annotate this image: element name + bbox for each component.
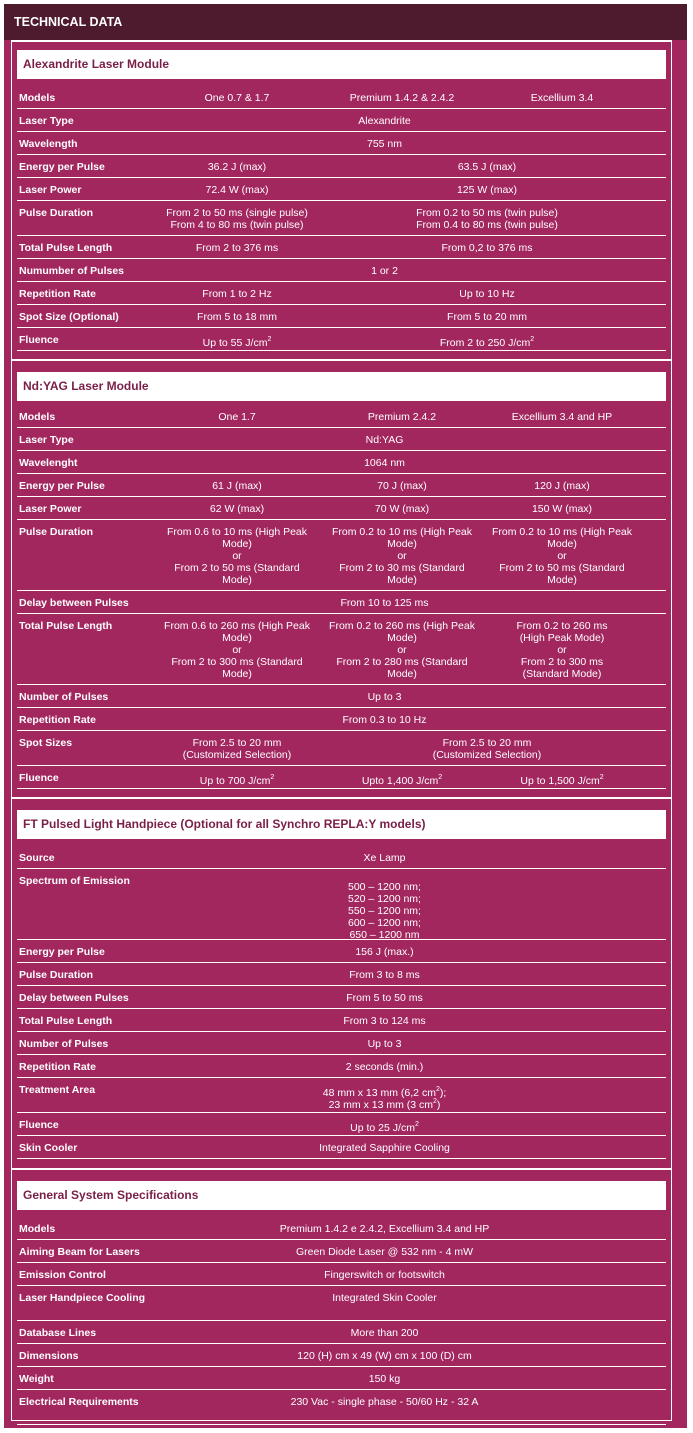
spec-value: From 10 to 125 ms [340, 597, 429, 609]
spec-row [17, 86, 666, 109]
spec-value: Upto 1,400 $J/cm^2$ [361, 773, 443, 787]
spec-label: Laser Type [19, 434, 74, 446]
spec-value: From 0.2 to 260 ms (High Peak Mode) or From 2 to 300 ms (Standard Mode) [516, 620, 608, 680]
spec-row [17, 1390, 666, 1425]
spec-row [17, 428, 666, 451]
spec-row [17, 1078, 666, 1113]
spec-label: Energy per Pulse [19, 946, 105, 958]
spec-label: Fluence [19, 1119, 59, 1131]
spec-label: Aiming Beam for Lasers [19, 1246, 140, 1258]
spec-value: 120 (H) cm x 49 (W) cm x 100 (D) cm [297, 1350, 472, 1362]
spec-label: Total Pulse Length [19, 620, 113, 632]
spec-label: Database Lines [19, 1327, 97, 1339]
spec-row [17, 178, 666, 201]
spec-row [17, 236, 666, 259]
spec-row [17, 708, 666, 731]
spec-row [17, 405, 666, 428]
spec-value: One 0.7 & 1.7 [204, 92, 270, 104]
spec-label: Numumber of Pulses [19, 265, 125, 277]
spec-label: Models [19, 1223, 56, 1235]
spec-label: Spot Sizes [19, 737, 73, 749]
spec-row [17, 259, 666, 282]
spec-label: Energy per Pulse [19, 480, 105, 492]
spec-row [17, 766, 666, 789]
spec-label: Spectrum of Emission [19, 875, 130, 887]
page-title: TECHNICAL DATA [4, 4, 687, 40]
spec-value: From 0.6 to 10 ms (High Peak Mode) or From 2 to 50 ms (Standard Mode) [166, 526, 308, 586]
spec-value: 500 – 1200 nm; 520 – 1200 nm; 550 – 1200 nm; 600 – 1200 nm; 650 – 1200 nm [348, 881, 421, 941]
spec-value: From 0,2 to 376 ms [441, 242, 533, 254]
spec-value: Excellium 3.4 [530, 92, 594, 104]
spec-value: 150 kg [368, 1373, 401, 1385]
spec-label: Repetition Rate [19, 714, 97, 726]
spec-value: From 5 to 50 ms [346, 992, 423, 1004]
spec-value: 62 W (max) [209, 503, 265, 515]
section-title: Nd:YAG Laser Module [17, 372, 666, 401]
spec-label: Fluence [19, 772, 59, 784]
spec-label: Number of Pulses [19, 691, 109, 703]
spec-value: From 0.3 to 10 Hz [342, 714, 427, 726]
spec-label: Laser Type [19, 115, 74, 127]
spec-value: Up to 10 Hz [459, 288, 515, 300]
technical-data-page [4, 4, 687, 1428]
spec-row [17, 869, 666, 940]
spec-label: Laser Power [19, 184, 82, 196]
spec-row [17, 201, 666, 236]
spec-row [17, 1136, 666, 1159]
spec-label: Wavelength [19, 138, 78, 150]
spec-label: Wavelenght [19, 457, 78, 469]
spec-value: 125 W (max) [456, 184, 518, 196]
spec-value: From 2 to 376 ms [195, 242, 279, 254]
spec-value: Up to 3 [367, 1038, 402, 1050]
spec-value: Up to 55 $J/cm^2$ [202, 335, 272, 349]
spec-row [17, 497, 666, 520]
spec-value: From 0.2 to 10 ms (High Peak Mode) or From 2 to 30 ms (Standard Mode) [331, 526, 473, 586]
spec-row [17, 109, 666, 132]
spec-row [17, 1217, 666, 1240]
spec-label: Laser Power [19, 503, 82, 515]
spec-label: Pulse Duration [19, 207, 94, 219]
spec-value: Integrated Skin Cooler [332, 1292, 437, 1304]
spec-value: 70 J (max) [377, 480, 427, 492]
spec-value: From 1 to 2 Hz [202, 288, 272, 300]
spec-row [17, 1055, 666, 1078]
spec-label: Number of Pulses [19, 1038, 109, 1050]
spec-label: Laser Handpiece Cooling [19, 1292, 146, 1304]
spec-label: Spot Size (Optional) [19, 311, 119, 323]
spec-value: Integrated Sapphire Cooling [319, 1142, 450, 1154]
spec-row [17, 963, 666, 986]
spec-label: Treatment Area [19, 1084, 96, 1096]
section-title: FT Pulsed Light Handpiece (Optional for all Synchro REPLA:Y models) [17, 810, 666, 839]
spec-row [17, 1344, 666, 1367]
spec-label: Repetition Rate [19, 1061, 97, 1073]
spec-value: From 5 to 20 mm [447, 311, 527, 323]
spec-value: 120 J (max) [534, 480, 590, 492]
spec-row [17, 132, 666, 155]
spec-row [17, 685, 666, 708]
spec-value: From 0.6 to 260 ms (High Peak Mode) or From 2 to 300 ms (Standard Mode) [164, 620, 310, 680]
spec-value: 230 Vac - single phase - 50/60 Hz - 32 A [290, 1396, 479, 1408]
spec-value: One 1.7 [218, 411, 256, 423]
spec-value: Up to 700 $J/cm^2$ [199, 773, 275, 787]
spec-value: From 2.5 to 20 mm (Customized Selection) [432, 737, 542, 761]
spec-value: Fingerswitch or footswitch [324, 1269, 445, 1281]
spec-value: Premium 2.4.2 [367, 411, 437, 423]
spec-value: 70 W (max) [374, 503, 430, 515]
spec-value: More than 200 [350, 1327, 419, 1339]
spec-value: 2 seconds (min.) [345, 1061, 424, 1073]
spec-label: Models [19, 411, 56, 423]
spec-label: Energy per Pulse [19, 161, 105, 173]
spec-row [17, 1009, 666, 1032]
spec-label: Emission Control [19, 1269, 106, 1281]
spec-row [17, 474, 666, 497]
spec-value: Nd:YAG [365, 434, 404, 446]
spec-label: Repetition Rate [19, 288, 97, 300]
spec-label: Dimensions [19, 1350, 79, 1362]
spec-value: Up to 1,500 $J/cm^2$ [520, 773, 604, 787]
spec-value: From 5 to 18 mm [197, 311, 277, 323]
spec-value: 1064 nm [364, 457, 405, 469]
spec-value: Up to 25 $J/cm^2$ [350, 1120, 419, 1134]
spec-value: From 0.2 to 10 ms (High Peak Mode) or From 2 to 50 ms (Standard Mode) [491, 526, 633, 586]
spec-value: 48 mm x 13 mm (6,2 $cm^2$); 23 mm x 13 mm (3 $cm^2$) [322, 1085, 447, 1111]
spec-row [17, 1032, 666, 1055]
spec-value: Green Diode Laser @ 532 nm - 4 mW [296, 1246, 473, 1258]
spec-row [17, 1286, 666, 1321]
spec-row [17, 155, 666, 178]
spec-label: Skin Cooler [19, 1142, 78, 1154]
section-title: Alexandrite Laser Module [17, 50, 666, 79]
spec-row [17, 614, 666, 685]
spec-value: From 2 to 50 ms (single pulse) From 4 to 80 ms (twin pulse) [166, 207, 308, 231]
spec-row [17, 1263, 666, 1286]
spec-row [17, 731, 666, 766]
spec-row [17, 986, 666, 1009]
spec-label: Fluence [19, 334, 59, 346]
spec-row [17, 520, 666, 591]
spec-label: Total Pulse Length [19, 242, 113, 254]
spec-row [17, 940, 666, 963]
section-divider [12, 359, 671, 361]
spec-label: Pulse Duration [19, 526, 94, 538]
spec-panel [11, 40, 672, 1421]
spec-value: From 3 to 124 ms [343, 1015, 426, 1027]
spec-row [17, 1367, 666, 1390]
spec-value: 36.2 J (max) [207, 161, 267, 173]
spec-row [17, 305, 666, 328]
spec-value: Premium 1.4.2 & 2.4.2 [349, 92, 455, 104]
spec-label: Delay between Pulses [19, 597, 129, 609]
spec-label: Delay between Pulses [19, 992, 129, 1004]
spec-value: 150 W (max) [531, 503, 593, 515]
spec-value: 63.5 J (max) [457, 161, 517, 173]
spec-value: 72.4 W (max) [205, 184, 269, 196]
spec-label: Electrical Requirements [19, 1396, 139, 1408]
spec-row [17, 282, 666, 305]
spec-value: From 0.2 to 260 ms (High Peak Mode) or From 2 to 280 ms (Standard Mode) [329, 620, 475, 680]
spec-row [17, 451, 666, 474]
spec-label: Models [19, 92, 56, 104]
spec-row [17, 1321, 666, 1344]
section-divider [12, 1168, 671, 1170]
spec-value: 1 or 2 [371, 265, 398, 277]
spec-value: 156 J (max.) [355, 946, 414, 958]
spec-row [17, 1113, 666, 1136]
spec-value: From 0.2 to 50 ms (twin pulse) From 0.4 to 80 ms (twin pulse) [416, 207, 558, 231]
spec-value: Up to 3 [367, 691, 402, 703]
section-divider [12, 40, 671, 42]
spec-row [17, 846, 666, 869]
spec-row [17, 1240, 666, 1263]
spec-value: From 2 to 250 $J/cm^2$ [439, 335, 535, 349]
spec-row [17, 591, 666, 614]
spec-label: Total Pulse Length [19, 1015, 113, 1027]
spec-value: 61 J (max) [212, 480, 262, 492]
spec-value: Xe Lamp [363, 852, 406, 864]
spec-value: From 2.5 to 20 mm (Customized Selection) [182, 737, 292, 761]
spec-value: 755 nm [366, 138, 403, 150]
spec-value: Premium 1.4.2 e 2.4.2, Excellium 3.4 and HP [279, 1223, 490, 1235]
section-divider [12, 797, 671, 799]
section-title: General System Specifications [17, 1181, 666, 1210]
spec-value: Excellium 3.4 and HP [511, 411, 613, 423]
spec-row [17, 328, 666, 351]
spec-label: Weight [19, 1373, 54, 1385]
spec-label: Source [19, 852, 55, 864]
spec-label: Pulse Duration [19, 969, 94, 981]
spec-value: From 3 to 8 ms [349, 969, 420, 981]
spec-value: Alexandrite [358, 115, 411, 127]
